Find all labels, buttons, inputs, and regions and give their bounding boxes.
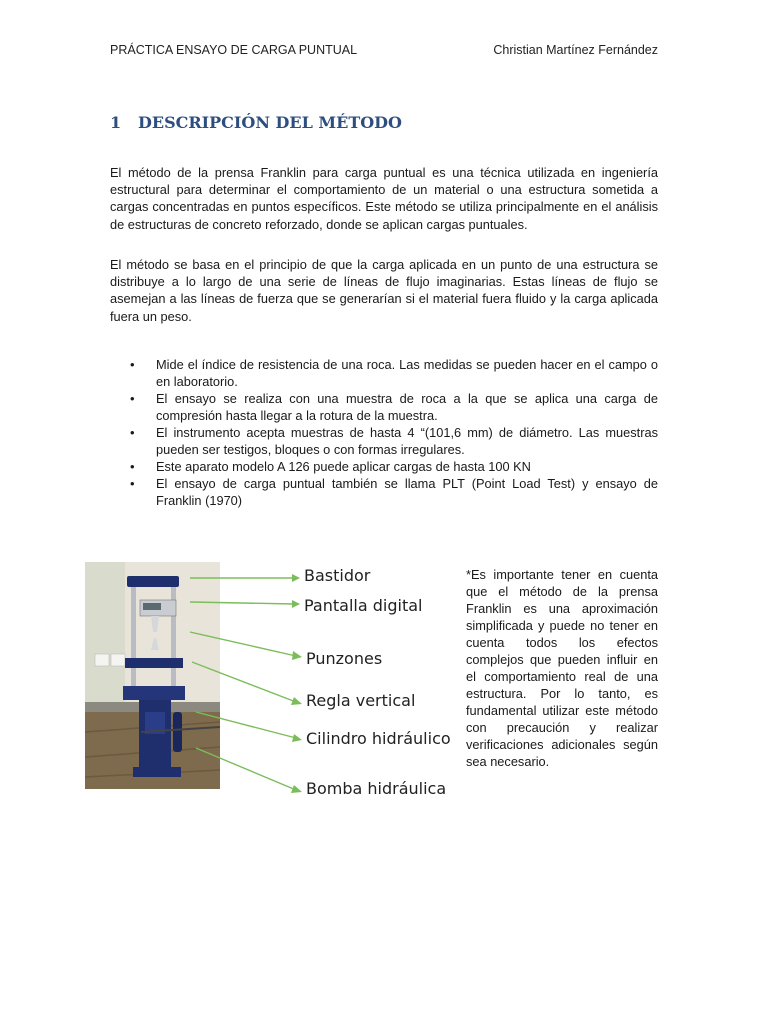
label-bomba-hidraulica: Bomba hidráulica — [306, 779, 447, 798]
note-paragraph: *Es importante tener en cuenta que el método de la prensa Franklin es una aproximación simplificada y puede no tener en cuenta todos los efectos complejos que pueden influir en el comportamiento real de una estructura. Por lo tanto, es fundamental utilizar este método con precaución y realizar verificaciones adicionales según sea necesario. — [466, 567, 658, 769]
bullet-icon: • — [130, 357, 135, 372]
bullet-list — [110, 356, 658, 509]
label-bastidor: Bastidor — [304, 566, 371, 585]
press-illustration — [85, 562, 220, 789]
label-regla-vertical: Regla vertical — [306, 691, 416, 710]
bullet-icon: • — [130, 425, 135, 440]
list-item — [110, 458, 658, 475]
list-item — [110, 475, 658, 509]
list-item-text: Mide el índice de resistencia de una roca. Las medidas se pueden hacer en el campo o en laboratorio. — [156, 357, 658, 389]
list-item-text: Este aparato modelo A 126 puede aplicar cargas de hasta 100 KN — [156, 459, 531, 474]
list-item-text: El ensayo de carga puntual también se llama PLT (Point Load Test) y ensayo de Franklin (1970) — [156, 476, 658, 508]
list-item — [110, 356, 658, 390]
section-heading — [110, 113, 402, 132]
bullet-icon: • — [130, 459, 135, 474]
header-document-title: PRÁCTICA ENSAYO DE CARGA PUNTUAL — [110, 43, 358, 57]
label-cilindro-hidraulico: Cilindro hidráulico — [306, 729, 451, 748]
bullet-icon: • — [130, 476, 135, 491]
list-item-text: El ensayo se realiza con una muestra de roca a la que se aplica una carga de compresión hasta llegar a la rotura de la muestra. — [156, 391, 658, 423]
list-item-text: El instrumento acepta muestras de hasta 4 “(101,6 mm) de diámetro. Las muestras pueden ser testigos, bloques o con formas irregulares. — [156, 425, 658, 457]
press-photo — [85, 562, 220, 789]
label-punzones: Punzones — [306, 649, 383, 668]
label-pantalla-digital: Pantalla digital — [304, 596, 423, 615]
section-title: DESCRIPCIÓN DEL MÉTODO — [138, 113, 402, 132]
bullet-icon: • — [130, 391, 135, 406]
list-item — [110, 390, 658, 424]
callout-arrowheads — [291, 574, 302, 793]
list-item — [110, 424, 658, 458]
section-number: 1 — [110, 113, 122, 132]
page-header — [110, 43, 658, 61]
paragraph-principle: El método se basa en el principio de que la carga aplicada en un punto de una estructura se distribuye a lo largo de una serie de líneas de flujo imaginarias. Estas líneas de flujo se asemejan a las líneas de fuerza que se generarían si el material fuera fluido y la carga aplicada fuera un peso. — [110, 257, 658, 324]
paragraph-intro: El método de la prensa Franklin para carga puntual es una técnica utilizada en ingeniería estructural para determinar el comportamiento de un material o una estructura sometida a cargas concentradas en puntos específicos. Este método se utiliza principalmente en el análisis de estructuras de concreto reforzado, donde se aplican cargas puntuales. — [110, 165, 658, 232]
header-author: Christian Martínez Fernández — [493, 43, 658, 57]
